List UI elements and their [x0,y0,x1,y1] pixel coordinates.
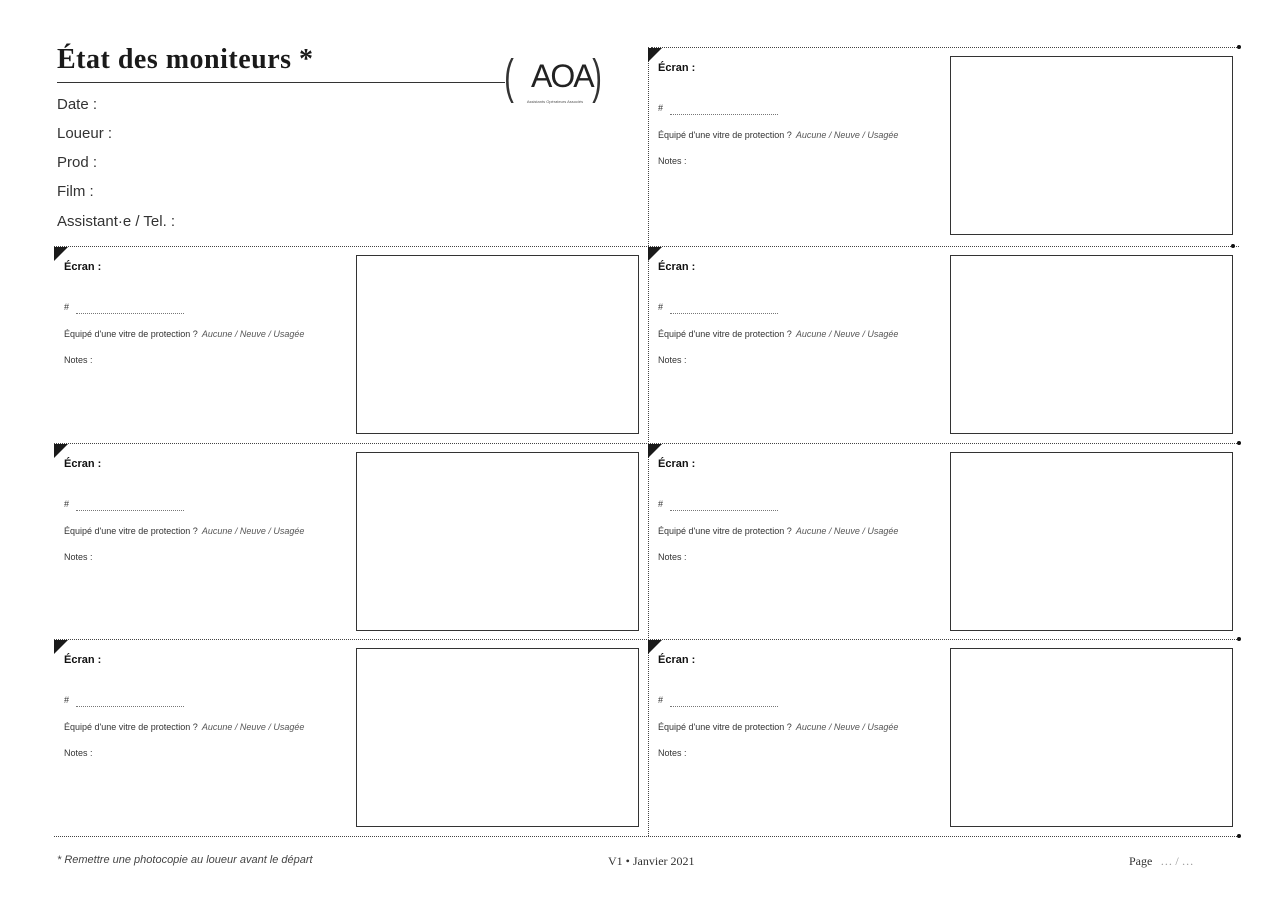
protection-question-text: Équipé d'une vitre de protection ? [64,526,198,536]
protection-question [64,329,304,339]
serial-line [670,510,778,511]
logo-subtitle: Assistants Opérateurs Associés [526,99,584,104]
monitor-sketch-box [356,255,639,434]
logo-mark: AOA [531,58,593,94]
protection-question-text: Équipé d'une vitre de protection ? [658,722,792,732]
page-title: État des moniteurs * [57,44,314,75]
monitor-panel [648,48,1239,244]
serial-line [670,114,778,115]
protection-options: Aucune / Neuve / Usagée [795,130,899,140]
notes-label: Notes : [64,355,93,365]
serial-line [76,313,184,314]
logo-bracket-right: ) [592,51,602,104]
screen-label: Écran : [64,261,102,273]
serial-label: # [64,499,70,509]
notes-label: Notes : [64,748,93,758]
page-label: Page [1129,854,1153,868]
notes-label: Notes : [658,748,687,758]
footer-note: * Remettre une photocopie au loueur avant le départ [57,854,313,866]
serial-line [76,510,184,511]
notes-label: Notes : [658,355,687,365]
monitor-sketch-box [950,255,1233,434]
monitor-sketch-box [356,648,639,827]
assistant-field: Assistant·e / Tel. : [57,213,176,230]
serial-line [670,706,778,707]
protection-question [658,329,898,339]
screen-label: Écran : [64,458,102,470]
logo-bracket-left: ( [504,51,514,104]
corner-mark [648,247,662,261]
protection-question [658,130,898,140]
protection-question [64,526,304,536]
corner-mark [54,444,68,458]
protection-question [658,722,898,732]
protection-options: Aucune / Neuve / Usagée [201,722,305,732]
protection-question-text: Équipé d'une vitre de protection ? [64,722,198,732]
protection-options: Aucune / Neuve / Usagée [201,526,305,536]
monitor-panel [54,247,645,443]
monitor-panel [648,247,1239,443]
serial-label: # [658,695,664,705]
title-underline [57,82,505,83]
monitor-panel [54,444,645,640]
screen-label: Écran : [64,654,102,666]
monitor-panel [648,640,1239,836]
serial-line [76,706,184,707]
protection-question [64,722,304,732]
protection-question-text: Équipé d'une vitre de protection ? [658,526,792,536]
screen-label: Écran : [658,654,696,666]
screen-label: Écran : [658,62,696,74]
serial-label: # [64,302,70,312]
aoa-logo [504,51,605,112]
notes-label: Notes : [658,552,687,562]
page-number [1129,854,1194,869]
prod-field: Prod : [57,154,98,171]
serial-label: # [658,103,664,113]
separator-bottom [54,836,1239,837]
serial-label: # [64,695,70,705]
monitor-sketch-box [950,56,1233,235]
corner-mark [648,444,662,458]
loueur-field: Loueur : [57,125,113,142]
corner-mark [648,48,662,62]
monitor-sketch-box [950,452,1233,631]
serial-line [670,313,778,314]
protection-question-text: Équipé d'une vitre de protection ? [658,329,792,339]
serial-label: # [658,302,664,312]
serial-label: # [658,499,664,509]
screen-label: Écran : [658,261,696,273]
protection-question-text: Équipé d'une vitre de protection ? [658,130,792,140]
page-counter: … / … [1160,854,1194,868]
monitor-sketch-box [356,452,639,631]
version-label: V1 • Janvier 2021 [608,854,695,868]
protection-options: Aucune / Neuve / Usagée [201,329,305,339]
monitor-panel [648,444,1239,640]
screen-label: Écran : [658,458,696,470]
corner-mark [54,247,68,261]
protection-options: Aucune / Neuve / Usagée [795,722,899,732]
date-field: Date : [57,96,98,113]
protection-question-text: Équipé d'une vitre de protection ? [64,329,198,339]
corner-mark [54,640,68,654]
protection-options: Aucune / Neuve / Usagée [795,526,899,536]
notes-label: Notes : [64,552,93,562]
protection-question [658,526,898,536]
notes-label: Notes : [658,156,687,166]
corner-mark [648,640,662,654]
monitor-sketch-box [950,648,1233,827]
monitor-panel [54,640,645,836]
film-field: Film : [57,183,94,200]
protection-options: Aucune / Neuve / Usagée [795,329,899,339]
